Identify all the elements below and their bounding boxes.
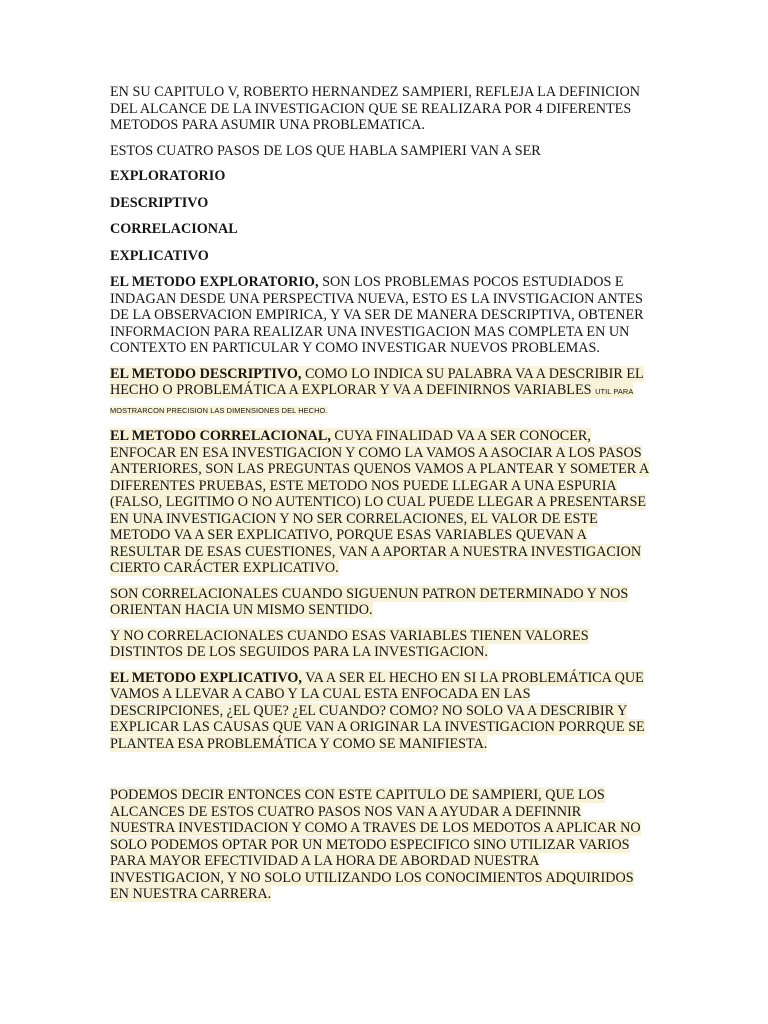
text-line: METODOS PARA ASUMIR UNA PROBLEMATICA. [110,117,425,133]
line-text: CUYA FINALIDAD VA A SER CONOCER, [330,428,591,444]
line-text: EN UNA INVESTIGACION Y NO SER CORRELACIONES, EL VALOR DE ESTE [110,510,598,527]
exploratorio-paragraph [110,274,670,357]
highlighted-line [110,382,670,401]
line-text: ENFOCAR EN ESA INVESTIGACION Y COMO LA VAMOS A ASOCIAR A LOS PASOS [110,444,642,461]
highlighted-line [110,804,670,821]
line-text: Y NO CORRELACIONALES CUANDO ESAS VARIABLES TIENEN VALORES [110,627,589,644]
explicativo-paragraph [110,670,670,753]
text-line: INFORMACION PARA REALIZAR UNA INVESTIGACION MAS COMPLETA EN UN [110,323,630,340]
highlighted-line [110,586,670,603]
line-text: ORIENTAN HACIA UN MISMO SENTIDO. [110,602,373,618]
line-text: VA A SER EL HECHO EN SI LA PROBLEMÁTICA QUE [301,669,644,686]
line-text: VAMOS A LLEVAR A CABO Y LA CUAL ESTA ENFOCADA EN LAS [110,686,531,702]
line-text: EXPLICAR LAS CAUSAS QUE VAN A ORIGINAR LA INVESTIGACION PORRQUE SE [110,719,645,735]
blank-space [110,761,670,787]
line-text: METODO VA A SER EXPLICATIVO, PORQUE ESAS VARIABLES QUEVAN A [110,527,587,543]
line-text: RESULTAR DE ESAS CUESTIONES, VAN A APORTAR A NUESTRA INVESTIGACION [110,543,642,560]
small-text: UTIL PARA [595,387,634,396]
line-text: ALCANCES DE ESTOS CUATRO PASOS NOS VAN A AYUDAR A DEFINNIR [110,803,582,820]
step-explicativo: EXPLICATIVO [110,247,209,264]
step-correlacional: CORRELACIONAL [110,221,238,237]
line-text: SON CORRELACIONALES CUANDO SIGUENUN PATRON DETERMINADO Y NOS [110,585,629,602]
intro-paragraph [110,84,670,134]
line-text: ANTERIORES, SON LAS PREGUNTAS QUENOS VAMOS A PLANTEAR Y SOMETER A [110,461,650,477]
line-text: DIFERENTES PRUEBAS, ESTE METODO NOS PUEDE LLEGAR A UNA ESPURIA [110,477,617,494]
section-lead: EL METODO CORRELACIONAL, [110,428,331,444]
highlighted-line [110,544,670,561]
steps-intro-paragraph [110,143,670,160]
line-text: COMO LO INDICA SU PALABRA VA A DESCRIBIR EL [301,365,644,382]
text-line: EN SU CAPITULO V, ROBERTO HERNANDEZ SAMPIERI, REFLEJA LA DEFINICION [110,84,641,100]
conclusion-paragraph [110,787,670,903]
text-line: CONTEXTO EN PARTICULAR Y COMO INVESTIGAR NUEVOS PROBLEMAS. [110,340,600,356]
highlighted-line [110,511,670,528]
correlacional-paragraph [110,428,670,577]
section-lead: EL METODO EXPLICATIVO, [110,669,302,686]
highlighted-line [110,602,670,619]
line-text: (FALSO, LEGITIMO O NO AUTENTICO) LO CUAL PUEDE LLEGAR A PRESENTARSE [110,494,646,510]
line-text: CIERTO CARÁCTER EXPLICATIVO. [110,560,339,576]
highlighted-line [110,428,670,445]
highlighted-line [110,628,670,645]
line-text: NUESTRA INVESTIDACION Y COMO A TRAVES DE LOS MEDOTOS A APLICAR NO [110,820,641,836]
highlighted-line [110,870,670,887]
text-line: INDAGAN DESDE UNA PERSPECTIVA NUEVA, ESTO ES LA INVSTIGACION ANTES [110,290,643,307]
highlighted-line [110,820,670,837]
highlighted-line [110,461,670,478]
highlighted-line [110,853,670,870]
line-text: INVESTIGACION, Y NO SOLO UTILIZANDO LOS CONOCIMIENTOS ADQUIRIDOS [110,869,634,886]
step-descriptivo: DESCRIPTIVO [110,194,209,211]
step-exploratorio: EXPLORATORIO [110,168,226,184]
section-lead: EL METODO DESCRIPTIVO, [110,365,302,382]
highlighted-line [110,560,670,577]
highlighted-line [110,837,670,854]
text-line: DEL ALCANCE DE LA INVESTIGACION QUE SE REALIZARA POR 4 DIFERENTES [110,100,632,117]
highlighted-line [110,787,670,804]
line-text: DESCRIPCIONES, ¿EL QUE? ¿EL CUANDO? COMO? NO SOLO VA A DESCRIBIR Y [110,702,628,719]
line-text: SON LOS PROBLEMAS POCOS ESTUDIADOS E [318,274,624,290]
text-line: ESTOS CUATRO PASOS DE LOS QUE HABLA SAMPIERI VAN A SER [110,142,541,159]
highlighted-line [110,719,670,736]
highlighted-line [110,686,670,703]
correlacionales-paragraph [110,586,670,619]
highlighted-line [110,401,670,420]
highlighted-line [110,886,670,903]
line-text: HECHO O PROBLEMÁTICA A EXPLORAR Y VA A DEFINIRNOS VARIABLES [110,382,592,398]
highlighted-line [110,736,670,753]
line-text: DISTINTOS DE LOS SEGUIDOS PARA LA INVESTIGACION. [110,644,488,660]
descriptivo-paragraph [110,366,670,420]
small-text: MOSTRARCON PRECISION LAS DIMENSIONES DEL HECHO. [110,405,328,415]
document-page [110,84,670,912]
line-text: EN NUESTRA CARRERA. [110,886,272,902]
text-line [110,274,670,291]
highlighted-line [110,494,670,511]
no-correlacionales-paragraph [110,628,670,661]
text-line: DE LA OBSERVACION EMPIRICA, Y VA SER DE MANERA DESCRIPTIVA, OBTENER [110,307,644,323]
line-text: SOLO PODEMOS OPTAR POR UN METODO ESPECIFICO SINO UTILIZAR VARIOS [110,836,630,853]
highlighted-line [110,644,670,661]
highlighted-line [110,527,670,544]
highlighted-line [110,478,670,495]
highlighted-line [110,703,670,720]
highlighted-line [110,445,670,462]
line-text: PODEMOS DECIR ENTONCES CON ESTE CAPITULO DE SAMPIERI, QUE LOS [110,787,605,803]
highlighted-line [110,670,670,687]
line-text: PLANTEA ESA PROBLEMÁTICA Y COMO SE MANIFIESTA. [110,735,488,752]
line-text: PARA MAYOR EFECTIVIDAD A LA HORA DE ABORDAD NUESTRA [110,853,540,869]
highlighted-line [110,366,670,383]
section-lead: EL METODO EXPLORATORIO, [110,274,319,290]
